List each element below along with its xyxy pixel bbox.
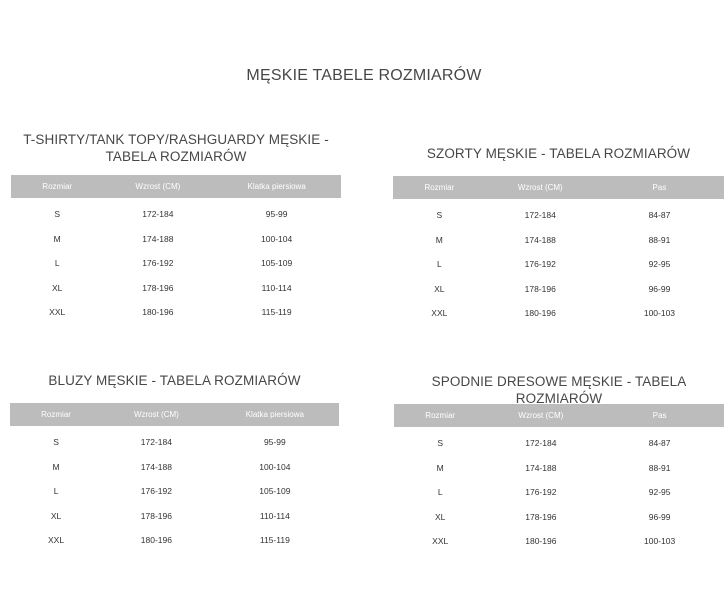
table-cell: 96-99 [648,511,671,522]
table-cell: S [53,437,59,448]
table-row [10,504,339,529]
table-cell: 115-119 [261,307,292,318]
table-cell: XL [434,511,446,522]
table-cell: 172-184 [142,209,174,220]
table-cell: XXL [48,535,65,546]
column-header: Klatka piersiowa [247,182,306,191]
table-cell: 180-196 [524,308,556,319]
table-row [393,228,724,253]
column-header: Rozmiar [42,182,73,191]
table-cell: S [436,210,443,221]
table-cell: 178-196 [525,511,557,522]
section-sweatpants [394,373,724,554]
table-cell: 92-95 [648,259,671,270]
table-cell: 176-192 [524,259,556,270]
section-title: SPODNIE DRESOWE MĘSKIE - TABELA ROZMIARÓW [431,374,687,406]
table-cell: 174-188 [140,461,172,472]
table-cell: 110-114 [259,510,290,521]
table-cell: 110-114 [261,282,292,293]
table-cell: 172-184 [140,437,172,448]
column-header: Wzrost (CM) [135,182,181,191]
table-row [394,427,724,456]
table-cell: S [54,209,61,220]
column-header: Wzrost (CM) [133,410,179,419]
table-row [393,301,724,326]
table-row [10,528,339,553]
table-cell: 180-196 [140,535,172,546]
table-row [394,456,724,481]
table-cell: L [53,486,59,497]
page-title: MĘSKIE TABELE ROZMIARÓW [246,67,482,84]
table-cell: 180-196 [525,536,557,547]
section-title: SZORTY MĘSKIE - TABELA ROZMIARÓW [426,146,691,161]
table-row [393,277,724,302]
table-cell: S [437,438,444,449]
table-row [11,276,341,301]
table-cell: 180-196 [142,307,174,318]
table-row [394,505,724,530]
table-row [11,300,341,325]
table-cell: M [52,461,60,472]
table-header-row [393,176,724,199]
table-cell: 84-87 [648,210,671,221]
table-cell: L [436,259,442,270]
column-header: Rozmiar [424,183,455,192]
column-header: Pas [652,411,667,420]
section-tshirts [11,131,341,325]
table-cell: 100-103 [643,308,676,319]
column-header: Wzrost (CM) [517,183,563,192]
table-cell: XL [51,282,63,293]
table-cell: 100-104 [261,233,293,244]
table-header-row [394,404,724,427]
table-cell: 174-188 [524,234,556,245]
column-header: Rozmiar [41,410,71,419]
section-title: BLUZY MĘSKIE - TABELA ROZMIARÓW [48,373,301,388]
table-header-row [10,403,339,426]
table-cell: 176-192 [140,486,172,497]
table-cell: 96-99 [648,283,671,294]
section-shorts [393,145,724,326]
size-table [10,403,339,553]
table-cell: M [53,233,61,244]
table-cell: 105-109 [259,486,291,497]
table-cell: XXL [49,307,66,318]
table-cell: 100-104 [259,461,291,472]
column-header: Wzrost (CM) [518,411,564,420]
table-cell: 92-95 [648,487,671,498]
table-header-row [11,175,341,198]
table-cell: 174-188 [525,462,557,473]
table-cell: 95-99 [265,209,288,220]
table-row [11,198,341,227]
table-cell: 100-103 [644,536,676,547]
size-table [11,175,341,325]
table-cell: XXL [431,308,448,319]
table-cell: 88-91 [648,234,671,245]
table-cell: 115-119 [259,535,290,546]
size-table [393,176,724,326]
table-cell: 172-184 [524,210,556,221]
section-hoodies [10,372,339,553]
section-title: T-SHIRTY/TANK TOPY/RASHGUARDY MĘSKIE - TABELA ROZMIARÓW [23,132,329,164]
table-row [393,252,724,277]
table-cell: 178-196 [140,510,172,521]
table-cell: 172-184 [525,438,557,449]
table-cell: XXL [432,536,449,547]
table-cell: XL [434,283,445,294]
table-cell: 178-196 [524,283,556,294]
table-row [11,227,341,252]
table-cell: 84-87 [648,438,671,449]
column-header: Rozmiar [425,411,456,420]
table-cell: L [54,258,60,269]
table-cell: 176-192 [142,258,174,269]
table-cell: 95-99 [263,437,286,448]
table-row [394,480,724,505]
table-row [10,455,339,480]
table-row [394,529,724,554]
table-row [10,479,339,504]
size-table [394,404,724,554]
table-cell: L [437,487,443,498]
table-cell: M [435,234,443,245]
table-cell: 176-192 [525,487,557,498]
column-header: Klatka piersiowa [245,410,304,419]
table-cell: 174-188 [142,233,174,244]
table-row [10,426,339,455]
table-cell: 105-109 [261,258,293,269]
table-cell: 88-91 [648,462,671,473]
table-row [393,199,724,228]
table-row [11,251,341,276]
column-header: Pas [652,183,667,192]
table-cell: M [436,462,444,473]
table-cell: XL [50,510,62,521]
table-cell: 178-196 [142,282,174,293]
